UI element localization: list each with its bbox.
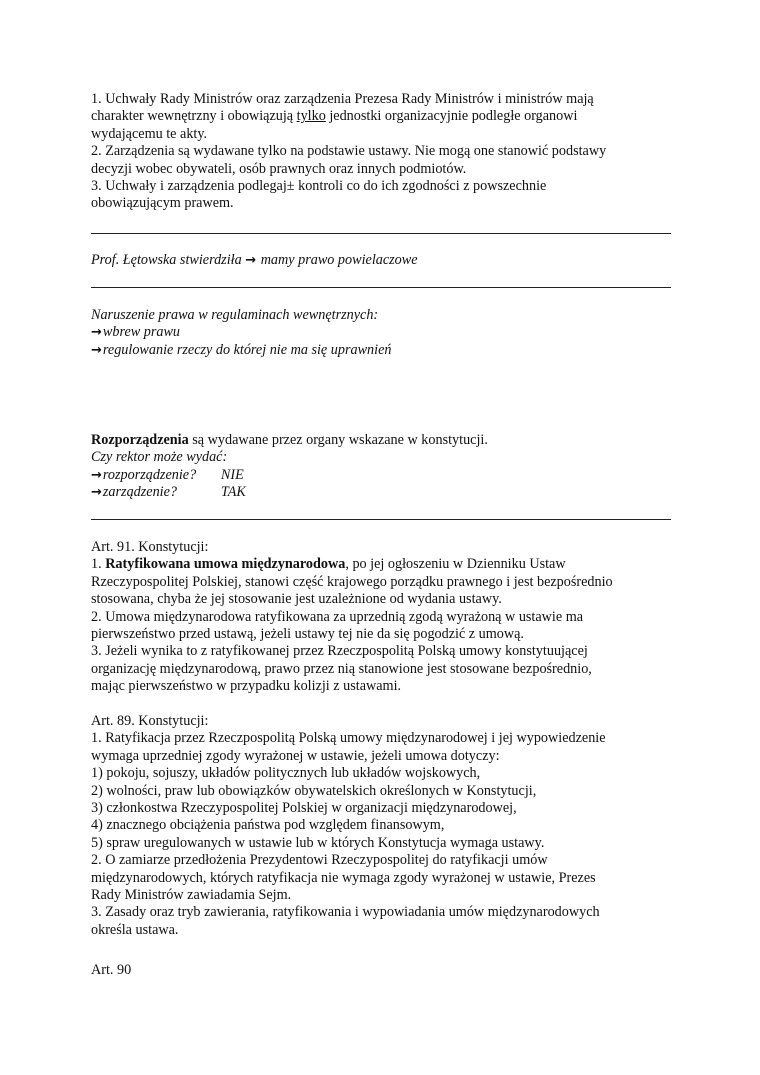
text-line: decyzji wobec obywateli, osób prawnych oraz innych podmiotów. bbox=[91, 160, 467, 177]
underlined-word: tylko bbox=[296, 108, 326, 125]
text-line: 2. O zamiarze przedłożenia Prezydentowi Rzeczypospolitej do ratyfikacji umów bbox=[91, 852, 548, 869]
section-heading: Art. 89. Konstytucji: bbox=[91, 713, 209, 729]
block-uchwaly bbox=[91, 91, 681, 213]
list-item-text: regulowanie rzeczy do której nie ma się uprawnień bbox=[102, 341, 392, 358]
answer-value: TAK bbox=[220, 484, 246, 501]
text-line: wymaga uprzedniej zgody wyrażonej w ustawie, jeżeli umowa dotyczy: bbox=[91, 747, 500, 764]
section-heading: Art. 91. Konstytucji: bbox=[91, 539, 209, 555]
block-art91 bbox=[91, 539, 681, 696]
arrow-right-icon: → bbox=[91, 467, 102, 483]
text-line: 2. Umowa międzynarodowa ratyfikowana za uprzednią zgodą wyrażoną w ustawie ma bbox=[91, 608, 584, 625]
text-segment: 1. bbox=[91, 556, 106, 573]
block-art90 bbox=[91, 962, 681, 979]
bold-term: Ratyfikowana umowa międzynarodowa bbox=[105, 556, 346, 573]
text-line: 3. Jeżeli wynika to z ratyfikowanej przez Rzeczpospolitą Polską umowy konstytuującej bbox=[91, 643, 588, 660]
answer-label: rozporządzenie? bbox=[102, 466, 197, 483]
text-segment: są wydawane przez organy wskazane w konstytucji. bbox=[188, 432, 488, 448]
block-naruszenie bbox=[91, 307, 681, 359]
arrow-right-icon: → bbox=[91, 485, 102, 501]
text-line: 3. Zasady oraz tryb zawierania, ratyfikowania i wypowiadania umów międzynarodowych bbox=[91, 904, 600, 921]
text-line: 1. Ratyfikacja przez Rzeczpospolitą Polską umowy międzynarodowej i jej wypowiedzenie bbox=[91, 730, 606, 747]
list-item: 3) członkostwa Rzeczypospolitej Polskiej w organizacji międzynarodowej, bbox=[91, 799, 517, 816]
block-letowska bbox=[91, 252, 681, 269]
text-line bbox=[91, 432, 681, 449]
divider bbox=[91, 287, 671, 288]
list-item: 1) pokoju, sojuszy, układów politycznych lub układów wojskowych, bbox=[91, 765, 481, 782]
question: Czy rektor może wydać: bbox=[91, 449, 228, 466]
text-line: organizację międzynarodową, prawo przez nią stanowione jest stosowane bezpośrednio, bbox=[91, 660, 592, 677]
text-line: określa ustawa. bbox=[91, 921, 179, 938]
divider bbox=[91, 233, 671, 234]
list-item bbox=[91, 342, 681, 359]
list-item-text: wbrew prawu bbox=[102, 324, 181, 341]
text-line: obowiązującym prawem. bbox=[91, 195, 234, 212]
text-segment: jednostki organizacyjnie podległe organowi bbox=[325, 108, 578, 125]
text-line: stosowana, chyba że jej stosowanie jest uzależnione od wydania ustawy. bbox=[91, 591, 502, 608]
text-segment: mamy prawo powielaczowe bbox=[257, 252, 418, 268]
arrow-right-icon: → bbox=[245, 253, 257, 268]
text-line: Rzeczypospolitej Polskiej, stanowi część krajowego porządku prawnego i jest bezpośrednio bbox=[91, 573, 613, 590]
list-item: 2) wolności, praw lub obowiązków obywatelskich określonych w Konstytucji, bbox=[91, 782, 537, 799]
list-item: 5) spraw uregulowanych w ustawie lub w których Konstytucja wymaga ustawy. bbox=[91, 834, 545, 851]
text-line: 2. Zarządzenia są wydawane tylko na podstawie ustawy. Nie mogą one stanowić podstawy bbox=[91, 143, 607, 160]
text-line bbox=[91, 556, 681, 573]
text-line: mając pierwszeństwo w przypadku kolizji z ustawami. bbox=[91, 678, 402, 695]
text-line: Rady Ministrów zawiadamia Sejm. bbox=[91, 886, 292, 903]
answer-row bbox=[91, 484, 681, 501]
text-segment: , po jej ogłoszeniu w Dzienniku Ustaw bbox=[345, 556, 566, 573]
arrow-right-icon: → bbox=[91, 325, 102, 341]
text-line: 1. Uchwały Rady Ministrów oraz zarządzenia Prezesa Rady Ministrów i ministrów mają bbox=[91, 91, 594, 107]
list-item: 4) znacznego obciążenia państwa pod względem finansowym, bbox=[91, 817, 445, 834]
answer-label: zarządzenie? bbox=[102, 484, 177, 501]
block-art89 bbox=[91, 713, 681, 939]
arrow-right-icon: → bbox=[91, 342, 102, 358]
text-line: międzynarodowych, których ratyfikacja nie wymaga zgody wyrażonej w ustawie, Prezes bbox=[91, 869, 596, 886]
text-line: wydającemu te akty. bbox=[91, 125, 208, 142]
section-title: Naruszenie prawa w regulaminach wewnętrznych: bbox=[91, 307, 379, 323]
text-segment: Prof. Łętowska stwierdziła bbox=[91, 252, 246, 268]
text-line bbox=[91, 108, 681, 125]
answer-value: NIE bbox=[220, 466, 244, 483]
list-item bbox=[91, 324, 681, 341]
block-rozporzadzenia bbox=[91, 432, 681, 502]
text-line: 3. Uchwały i zarządzenia podlegaj± kontroli co do ich zgodności z powszechnie bbox=[91, 177, 547, 194]
text-line: pierwszeństwo przed ustawą, jeżeli ustawy tej nie da się pogodzić z umową. bbox=[91, 625, 524, 642]
section-heading: Art. 90 bbox=[91, 962, 132, 978]
bold-term: Rozporządzenia bbox=[91, 432, 189, 448]
text-segment: charakter wewnętrzny i obowiązują bbox=[91, 108, 297, 125]
answer-row bbox=[91, 467, 681, 484]
divider bbox=[91, 519, 671, 520]
text-line bbox=[91, 252, 681, 269]
